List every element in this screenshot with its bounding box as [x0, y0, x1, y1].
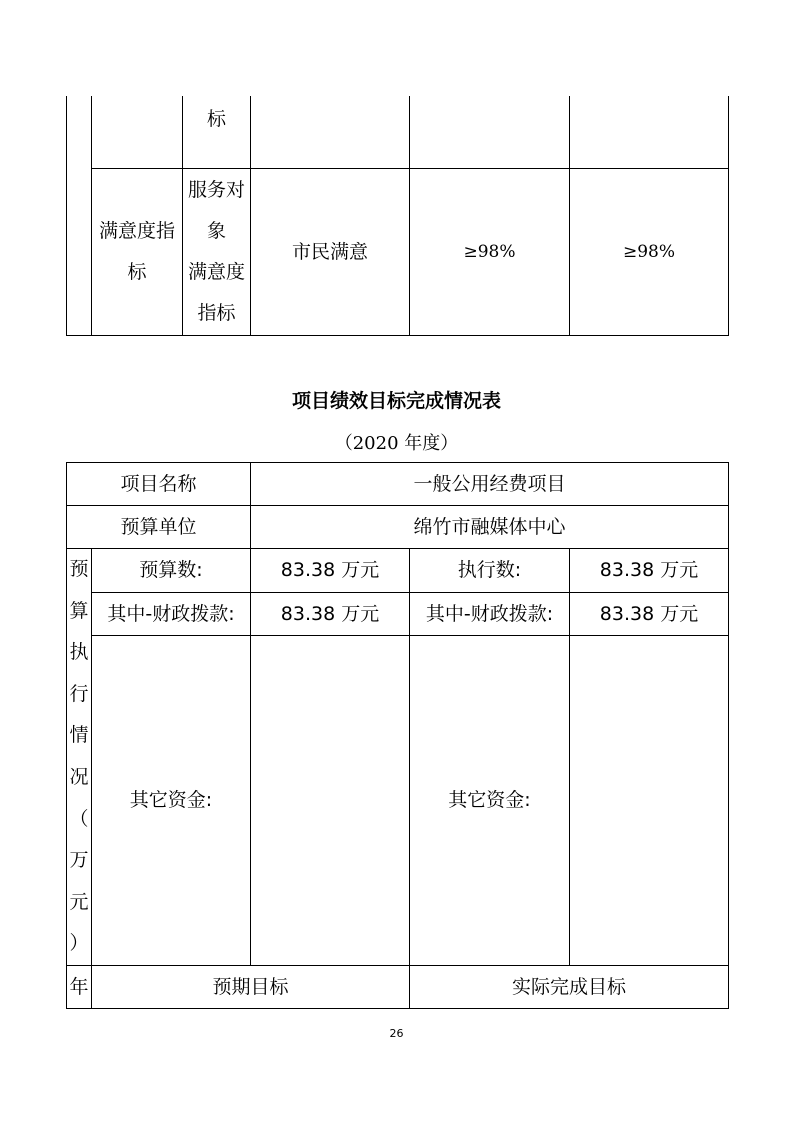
expected-goal-header	[92, 966, 409, 1008]
actual-goal-text: 实际完成目标	[511, 975, 626, 998]
exec-count-value	[570, 549, 728, 592]
actual-goal-header	[410, 966, 728, 1008]
fiscal-allocation-value-2	[570, 593, 728, 635]
satisfaction-indicator-label	[92, 169, 182, 335]
service-satisfaction-indicator	[183, 169, 250, 335]
side-char-1: 预	[69, 558, 89, 580]
service-sat-line-2: 象	[206, 220, 226, 242]
satisfaction-indicator-text: 满意度指标	[98, 220, 175, 283]
budget-count-value	[251, 549, 409, 592]
fiscal-allocation-label-2	[410, 593, 569, 635]
indicator-cell-tail-text: 标	[206, 107, 226, 130]
service-sat-line-4: 指标	[197, 302, 236, 324]
actual-value-cell	[570, 169, 728, 335]
fiscal-allocation-value-1-text: 83.38 万元	[280, 602, 380, 625]
fiscal-allocation-label-2-text: 其中-财政拨款:	[425, 602, 554, 625]
other-funds-label-1-text: 其它资金:	[129, 789, 213, 812]
project-name-value-text: 一般公用经费项目	[413, 472, 566, 495]
fiscal-allocation-label-1-text: 其中-财政拨款:	[107, 602, 235, 625]
year-label-text: 年	[69, 975, 89, 998]
side-char-5: 情	[69, 724, 89, 747]
fiscal-allocation-value-1	[251, 593, 409, 635]
budget-count-label	[92, 549, 250, 592]
fiscal-allocation-value-2-text: 83.38 万元	[599, 602, 699, 625]
citizen-satisfaction-text: 市民满意	[291, 240, 368, 263]
other-funds-value-2	[570, 636, 728, 965]
page-title: 项目绩效目标完成情况表	[291, 390, 501, 412]
other-funds-value-1	[251, 636, 409, 965]
budget-count-value-text: 83.38 万元	[280, 559, 380, 582]
year-label	[67, 966, 91, 1008]
page-subtitle: （2020 年度）	[334, 433, 459, 454]
side-char-3: 执	[69, 641, 89, 664]
budget-unit-value-text: 绵竹市融媒体中心	[413, 515, 566, 538]
exec-count-label-text: 执行数:	[457, 559, 522, 582]
target-value-text: ≥98%	[463, 241, 516, 262]
project-name-value	[251, 463, 728, 505]
other-funds-label-2-text: 其它资金:	[448, 789, 531, 812]
side-char-7: （	[69, 807, 89, 830]
fiscal-allocation-label-1	[92, 593, 250, 635]
budget-count-label-text: 预算数:	[139, 559, 203, 582]
other-funds-label-2	[410, 636, 569, 965]
side-char-2: 算	[69, 599, 89, 622]
exec-count-value-text: 83.38 万元	[599, 559, 699, 582]
side-char-9: 元	[69, 890, 89, 913]
indicator-cell-tail	[183, 96, 250, 142]
exec-count-label	[410, 549, 569, 592]
project-name-label	[67, 463, 250, 505]
expected-goal-text: 预期目标	[212, 975, 289, 998]
target-value-cell	[410, 169, 569, 335]
budget-unit-value	[251, 506, 728, 548]
other-funds-label-1	[92, 636, 250, 965]
budget-unit-label	[67, 506, 250, 548]
service-sat-line-1: 服务对	[187, 179, 245, 201]
citizen-satisfaction-cell	[251, 169, 409, 335]
actual-value-text: ≥98%	[622, 241, 676, 262]
side-char-4: 行	[69, 682, 89, 705]
side-char-10: ）	[69, 932, 89, 955]
project-name-label-text: 项目名称	[120, 472, 197, 495]
page-number: 26	[389, 1027, 404, 1040]
side-char-8: 万	[69, 849, 89, 872]
service-sat-line-3: 满意度	[187, 261, 245, 283]
budget-unit-label-text: 预算单位	[120, 515, 197, 538]
budget-execution-side-label	[67, 549, 91, 965]
side-char-6: 况	[69, 765, 89, 788]
